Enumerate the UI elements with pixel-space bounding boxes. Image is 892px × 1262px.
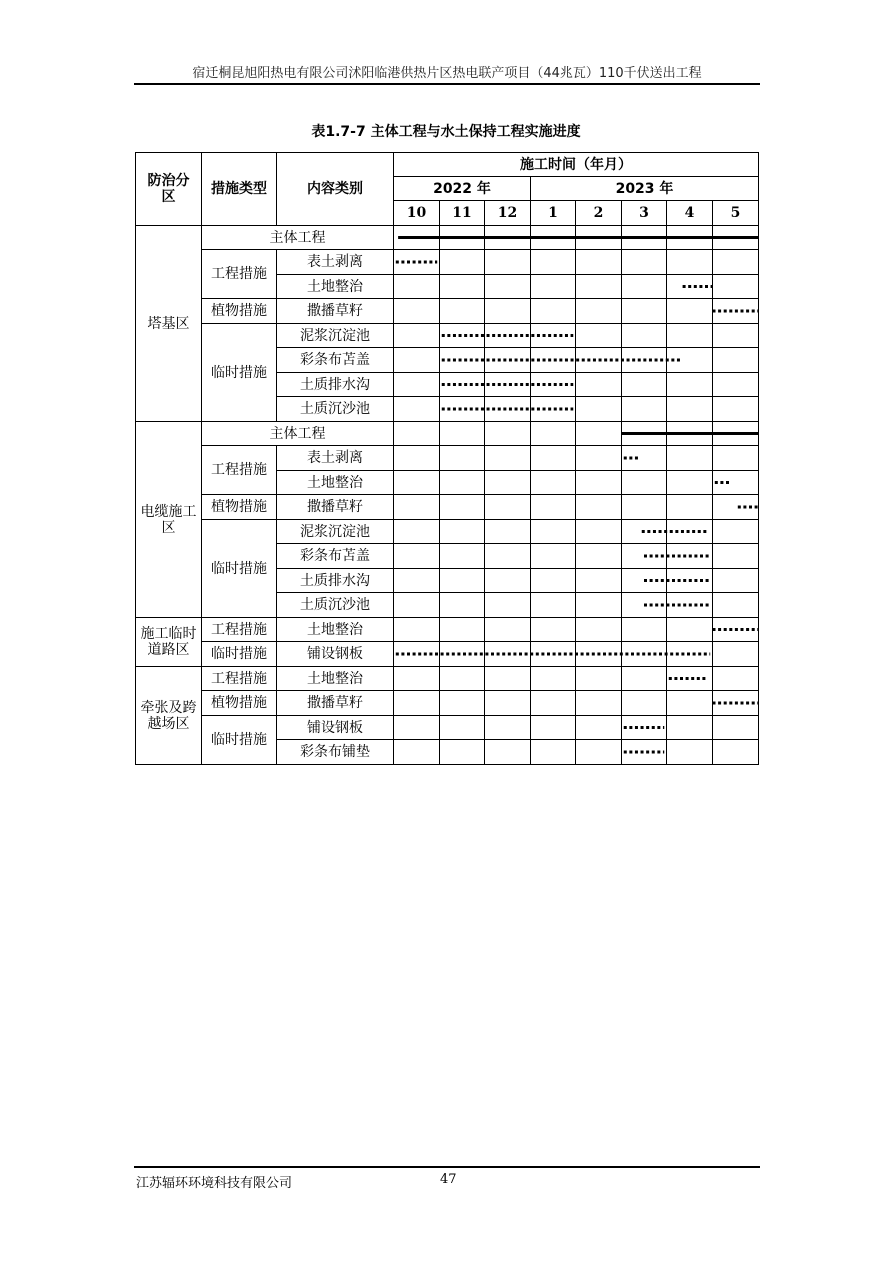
content-label: 彩条布铺垫 (277, 740, 394, 765)
header-month: 2 (576, 201, 622, 226)
content-label: 土地整治 (277, 618, 394, 642)
content-label: 土质排水沟 (277, 373, 394, 397)
zone-label: 施工临时道路区 (136, 618, 202, 667)
schedule-table (135, 152, 759, 765)
measure-label: 工程措施 (202, 250, 277, 299)
measure-label: 临时措施 (202, 642, 277, 667)
header-zone: 防治分区 (136, 153, 202, 226)
content-label: 撒播草籽 (277, 299, 394, 324)
table-title: 表1.7-7 主体工程与水土保持工程实施进度 (311, 124, 581, 140)
measure-label: 植物措施 (202, 299, 277, 324)
header-month: 5 (713, 201, 759, 226)
zone-label: 牵张及跨越场区 (136, 667, 202, 765)
content-label: 土地整治 (277, 471, 394, 495)
header-month: 3 (622, 201, 667, 226)
header-year-2022: 2022 年 (394, 177, 531, 201)
content-label: 铺设钢板 (277, 642, 394, 667)
content-label: 撒播草籽 (277, 691, 394, 716)
footer-rule (134, 1166, 760, 1168)
header-content-type: 内容类别 (277, 153, 394, 226)
header-month: 4 (667, 201, 713, 226)
zone-label: 电缆施工区 (136, 422, 202, 618)
measure-label: 临时措施 (202, 324, 277, 422)
content-label: 铺设钢板 (277, 716, 394, 740)
header-construction-time: 施工时间（年月） (394, 153, 759, 177)
content-label: 土质排水沟 (277, 569, 394, 593)
header-month: 11 (440, 201, 485, 226)
measure-label: 植物措施 (202, 691, 277, 716)
measure-label: 临时措施 (202, 520, 277, 618)
measure-label: 临时措施 (202, 716, 277, 765)
content-label: 表土剥离 (277, 446, 394, 471)
measure-label: 工程措施 (202, 618, 277, 642)
content-label: 彩条布苫盖 (277, 348, 394, 373)
measure-label: 植物措施 (202, 495, 277, 520)
content-label: 主体工程 (202, 422, 394, 446)
header-month: 1 (531, 201, 576, 226)
zone-label: 塔基区 (136, 226, 202, 422)
content-label: 土地整治 (277, 275, 394, 299)
content-label: 表土剥离 (277, 250, 394, 275)
footer-company: 江苏辐环环境科技有限公司 (136, 1176, 293, 1191)
content-label: 泥浆沉淀池 (277, 324, 394, 348)
page-number: 47 (440, 1172, 457, 1187)
header-month: 12 (485, 201, 531, 226)
content-label: 土地整治 (277, 667, 394, 691)
measure-label: 工程措施 (202, 667, 277, 691)
header-measure-type: 措施类型 (202, 153, 277, 226)
content-label: 土质沉沙池 (277, 397, 394, 422)
content-label: 撒播草籽 (277, 495, 394, 520)
header-month: 10 (394, 201, 440, 226)
content-label: 泥浆沉淀池 (277, 520, 394, 544)
header-year-2023: 2023 年 (531, 177, 759, 201)
page-header: 宿迁桐昆旭阳热电有限公司沭阳临港供热片区热电联产项目（44兆瓦）110千伏送出工程 (192, 66, 702, 81)
measure-label: 工程措施 (202, 446, 277, 495)
header-rule (134, 83, 760, 85)
content-label: 土质沉沙池 (277, 593, 394, 618)
content-label: 主体工程 (202, 226, 394, 250)
content-label: 彩条布苫盖 (277, 544, 394, 569)
